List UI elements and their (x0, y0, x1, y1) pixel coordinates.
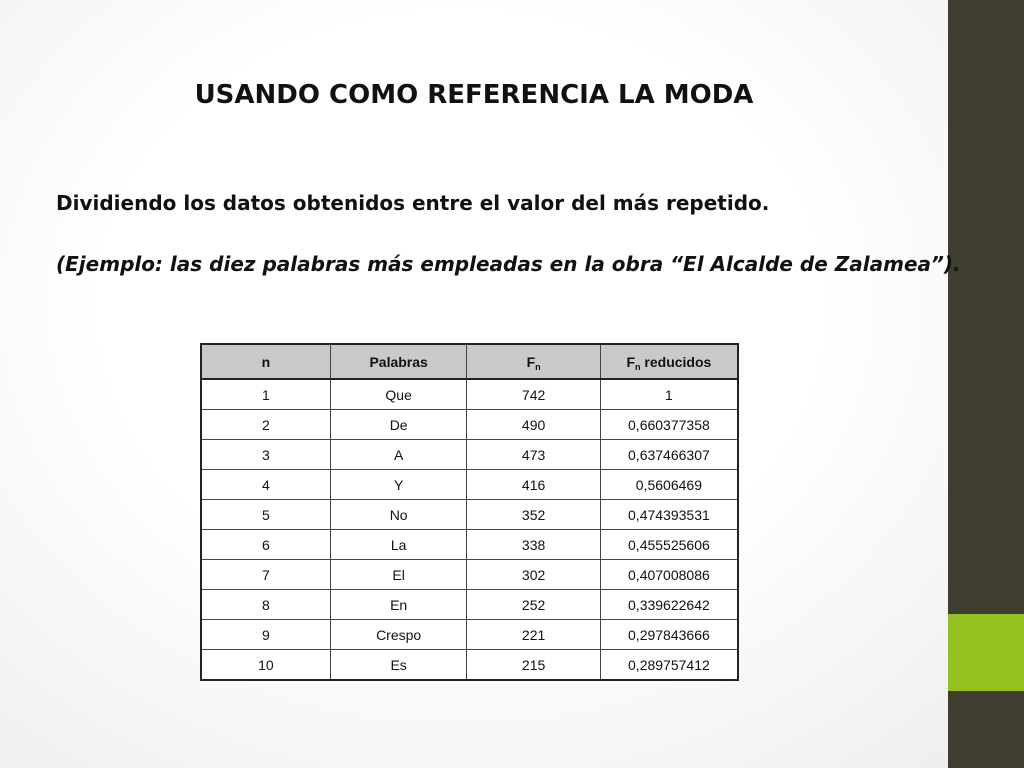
cell-reducido: 0,637466307 (600, 440, 738, 470)
cell-reducido: 0,5606469 (600, 470, 738, 500)
header-fn-sub: n (535, 361, 541, 372)
cell-n: 6 (201, 530, 330, 560)
cell-fn: 490 (467, 410, 600, 440)
table-row (201, 500, 738, 530)
cell-n: 3 (201, 440, 330, 470)
header-fn-reducidos (600, 344, 738, 379)
cell-palabra: A (330, 440, 467, 470)
cell-palabra: No (330, 500, 467, 530)
description-line: Dividiendo los datos obtenidos entre el valor del más repetido. (56, 191, 770, 215)
cell-palabra: La (330, 530, 467, 560)
table-row (201, 530, 738, 560)
cell-reducido: 0,455525606 (600, 530, 738, 560)
cell-reducido: 1 (600, 379, 738, 410)
cell-fn: 742 (467, 379, 600, 410)
example-line: (Ejemplo: las diez palabras más empleadas en la obra “El Alcalde de Zalamea”). (56, 252, 961, 276)
cell-fn: 221 (467, 620, 600, 650)
cell-n: 10 (201, 650, 330, 681)
table-header-row (201, 344, 738, 379)
cell-n: 2 (201, 410, 330, 440)
table-row (201, 590, 738, 620)
cell-palabra: Que (330, 379, 467, 410)
header-fnr-rest: reducidos (640, 353, 712, 370)
cell-fn: 215 (467, 650, 600, 681)
cell-n: 7 (201, 560, 330, 590)
table-row (201, 379, 738, 410)
cell-reducido: 0,474393531 (600, 500, 738, 530)
header-fnr-base: F (626, 353, 636, 370)
table-row (201, 470, 738, 500)
table-row (201, 410, 738, 440)
cell-palabra: Es (330, 650, 467, 681)
table-row (201, 440, 738, 470)
cell-fn: 473 (467, 440, 600, 470)
cell-palabra: Y (330, 470, 467, 500)
cell-reducido: 0,289757412 (600, 650, 738, 681)
cell-n: 9 (201, 620, 330, 650)
cell-reducido: 0,407008086 (600, 560, 738, 590)
cell-n: 5 (201, 500, 330, 530)
slide-title: USANDO COMO REFERENCIA LA MODA (194, 80, 754, 110)
header-palabras: Palabras (330, 344, 467, 379)
table-row (201, 560, 738, 590)
header-fn-base: F (526, 353, 536, 370)
header-fn (467, 344, 600, 379)
sidebar-accent-block (948, 614, 1024, 691)
cell-palabra: El (330, 560, 467, 590)
cell-fn: 338 (467, 530, 600, 560)
cell-reducido: 0,660377358 (600, 410, 738, 440)
cell-n: 4 (201, 470, 330, 500)
table-row (201, 650, 738, 681)
cell-n: 1 (201, 379, 330, 410)
cell-n: 8 (201, 590, 330, 620)
cell-fn: 416 (467, 470, 600, 500)
cell-palabra: Crespo (330, 620, 467, 650)
cell-fn: 252 (467, 590, 600, 620)
cell-fn: 352 (467, 500, 600, 530)
cell-palabra: De (330, 410, 467, 440)
table-row (201, 620, 738, 650)
cell-reducido: 0,297843666 (600, 620, 738, 650)
cell-palabra: En (330, 590, 467, 620)
header-n: n (201, 344, 330, 379)
word-frequency-table (200, 343, 739, 681)
cell-fn: 302 (467, 560, 600, 590)
header-fnr-sub: n (635, 361, 641, 372)
cell-reducido: 0,339622642 (600, 590, 738, 620)
